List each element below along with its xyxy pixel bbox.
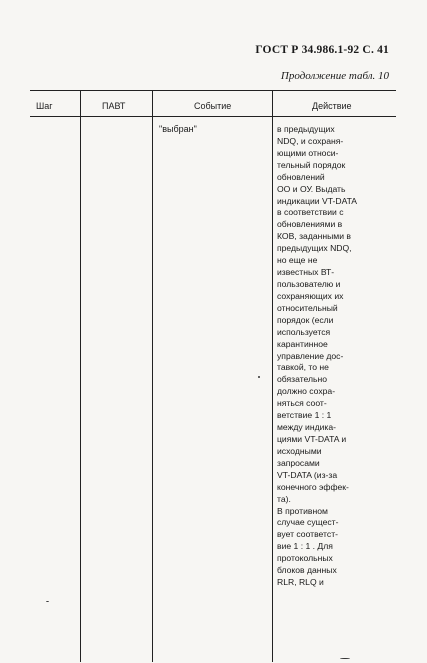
column-divider-3	[272, 90, 273, 662]
action-line: исходными	[277, 445, 322, 456]
action-line: VT-DATA (из-за	[277, 469, 338, 480]
event-cell: "выбран"	[159, 124, 197, 134]
action-line: управление дос-	[277, 350, 344, 361]
action-line: случае сущест-	[277, 517, 339, 528]
action-line: ветствие 1 : 1	[277, 410, 332, 421]
action-line: обязательно	[277, 374, 328, 385]
action-line: циями VT-DATA и	[277, 433, 347, 444]
action-line: ющими относи-	[277, 147, 339, 158]
column-header-pavt: ПАВТ	[102, 101, 126, 111]
column-header-event: Событие	[194, 101, 232, 111]
action-line: конечного эффек-	[277, 481, 349, 492]
column-header-step: Шаг	[36, 101, 53, 111]
table-header-rule	[30, 116, 396, 117]
action-line: блоков данных	[277, 565, 337, 576]
action-line: В противном	[277, 505, 328, 516]
action-line: предыдущих NDQ,	[277, 243, 352, 254]
action-line: тавкой, то не	[277, 362, 329, 373]
column-header-action: Действие	[312, 101, 352, 111]
action-line: в предыдущих	[277, 124, 335, 134]
action-line: известных ВТ-	[277, 267, 335, 278]
action-line: относительный	[277, 302, 338, 313]
action-line: но еще не	[277, 255, 318, 266]
action-line: тельный порядок	[277, 159, 346, 170]
action-line: обновлениями в	[277, 219, 343, 230]
scan-speck	[258, 376, 260, 378]
action-line: протокольных	[277, 553, 333, 564]
action-line: используется	[277, 326, 331, 337]
action-line: порядок (если	[277, 314, 334, 325]
action-line: в соответствии с	[277, 207, 344, 218]
table-top-rule	[30, 90, 396, 91]
action-line: карантинное	[277, 338, 328, 349]
column-divider-2	[152, 90, 153, 662]
table-continuation-label: Продолжение табл. 10	[280, 70, 389, 82]
action-line: обновлений	[277, 171, 325, 182]
action-line: ОО и ОУ. Выдать	[277, 183, 346, 194]
action-line: вует соответст-	[277, 529, 338, 540]
action-line: сохраняющих их	[277, 290, 344, 301]
action-cell	[277, 124, 387, 589]
action-line: пользователю и	[277, 278, 341, 289]
scan-speck	[46, 601, 49, 602]
action-line: вие 1 : 1 . Для	[277, 541, 333, 552]
action-line: RLR, RLQ и	[277, 577, 324, 588]
column-divider-1	[80, 90, 81, 662]
action-line: NDQ, и сохраня-	[277, 135, 344, 146]
action-line: должно сохра-	[277, 386, 336, 397]
action-line: запросами	[277, 457, 320, 468]
action-line: КОВ, заданными в	[277, 231, 351, 242]
action-line: индикации VT-DATA	[277, 195, 358, 206]
action-line: няться соот-	[277, 398, 327, 409]
action-line: та).	[277, 493, 291, 504]
page-header: ГОСТ Р 34.986.1-92 С. 41	[255, 44, 389, 56]
scan-speck	[340, 658, 350, 659]
action-line: между индика-	[277, 422, 336, 433]
